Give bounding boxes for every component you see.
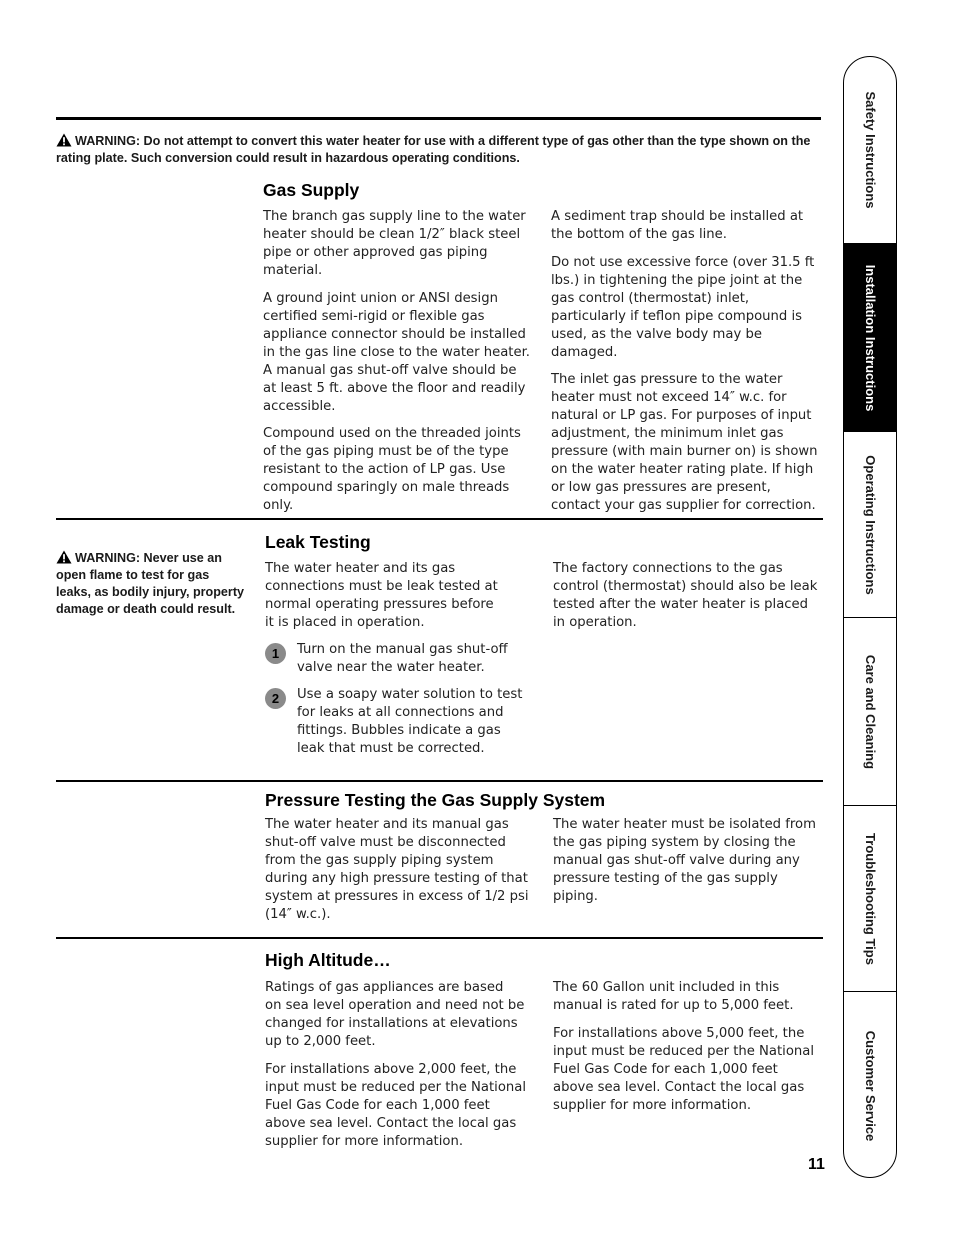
tab-care-and-cleaning[interactable] [844,617,896,805]
warning-triangle-icon [56,550,72,564]
section-divider-pressure [56,780,823,782]
high-altitude-right-column [553,979,821,1124]
section-title-pressure-testing: Pressure Testing the Gas Supply System [265,790,606,810]
tab-installation-instructions[interactable] [844,243,896,431]
warning-label: WARNING: [75,551,141,565]
tab-label: Installation Instructions [863,264,878,411]
paragraph: The factory connections to the gas control (thermostat) should also be leak tested after the water heater is placed in operation. [553,561,818,630]
tab-customer-service[interactable] [844,991,896,1178]
leak-testing-left-column [265,560,533,642]
pressure-testing-right-column [553,816,821,916]
gas-supply-right-column [551,208,819,525]
warning-open-flame [56,550,246,618]
paragraph: The water heater and its gas connections must be leak tested at normal operating pressures before it is placed in operation. [265,561,498,630]
step-number-badge: 2 [265,688,286,709]
paragraph: For installations above 5,000 feet, the input must be reduced per the National Fuel Gas Code for each 1,000 feet above sea level. Contact the local gas supplier for more information. [553,1025,815,1113]
tab-label: Troubleshooting Tips [863,832,878,965]
section-title-leak-testing: Leak Testing [265,532,371,552]
paragraph: The inlet gas pressure to the water heater must not exceed 14″ w.c. for natural or LP gas. For purposes of input adjustment, the minimum inlet gas pressure (with main burner on) is shown on the water heater rating plate. If high or low gas pressures are present, contact your gas supplier for correction. [551,372,818,513]
paragraph: Do not use excessive force (over 31.5 ft lbs.) in tightening the pipe joint at the gas control (thermostat) inlet, particularly if teflon pipe compound is used, as the valve body may be damaged. [551,254,815,360]
tab-operating-instructions[interactable] [844,431,896,617]
tab-label: Care and Cleaning [863,654,878,769]
top-rule [56,117,821,120]
page-number: 11 [808,1156,825,1173]
warning-text: Never use an open flame to test for gas leaks, as bodily injury, property damage or death could result. [56,551,245,616]
warning-conversion [56,133,816,167]
tab-label: Customer Service [863,1030,878,1141]
leak-testing-right-column [553,560,821,642]
paragraph: Compound used on the threaded joints of the gas piping must be of the type resistant to the action of LP gas. Use compound sparingly on male threads only. [263,426,521,513]
section-title-high-altitude: High Altitude… [265,950,391,970]
section-title-gas-supply: Gas Supply [263,180,360,200]
step-item [265,686,530,758]
warning-triangle-icon [56,133,72,147]
step-item [265,641,530,677]
tab-troubleshooting-tips[interactable] [844,805,896,991]
step-number-badge: 1 [265,643,286,664]
gas-supply-left-column [263,208,531,525]
high-altitude-left-column [265,979,533,1160]
tab-safety-instructions[interactable] [844,57,896,243]
paragraph: The branch gas supply line to the water heater should be clean 1/2″ black steel pipe or other approved gas piping material. [263,209,526,278]
tab-label: Safety Instructions [863,91,878,209]
pressure-testing-left-column [265,816,533,934]
paragraph: The 60 Gallon unit included in this manual is rated for up to 5,000 feet. [553,980,794,1013]
step-text: Turn on the manual gas shut-off valve near the water heater. [297,642,508,675]
tab-label: Operating Instructions [863,454,878,595]
paragraph: Ratings of gas appliances are based on sea level operation and need not be changed for installations at elevations up to 2,000 feet. [265,980,525,1049]
step-text: Use a soapy water solution to test for leaks at all connections and fittings. Bubbles indicate a gas leak that must be corrected. [297,687,523,756]
section-tabs [843,56,897,1178]
paragraph: A ground joint union or ANSI design certified semi-rigid or flexible gas appliance connector should be installed in the gas line close to the water heater. A manual gas shut-off valve should be at least 5 ft. above the floor and readily accessible. [263,290,530,414]
paragraph: A sediment trap should be installed at the bottom of the gas line. [551,209,804,242]
warning-text: Do not attempt to convert this water heater for use with a different type of gas other than the type shown on the rating plate. Such conversion could result in hazardous operating conditions. [56,134,811,165]
section-divider-altitude [56,937,823,939]
paragraph: For installations above 2,000 feet, the input must be reduced per the National Fuel Gas Code for each 1,000 feet above sea level. Contact the local gas supplier for more information. [265,1061,527,1149]
warning-label: WARNING: [75,134,141,148]
paragraph: The water heater must be isolated from the gas piping system by closing the manual gas shut-off valve during any pressure testing of the gas supply piping. [553,817,816,904]
paragraph: The water heater and its manual gas shut-off valve must be disconnected from the gas supply piping system during any high pressure testing of that system at pressures in excess of 1/2 psi (14″ w.c.). [265,817,529,922]
